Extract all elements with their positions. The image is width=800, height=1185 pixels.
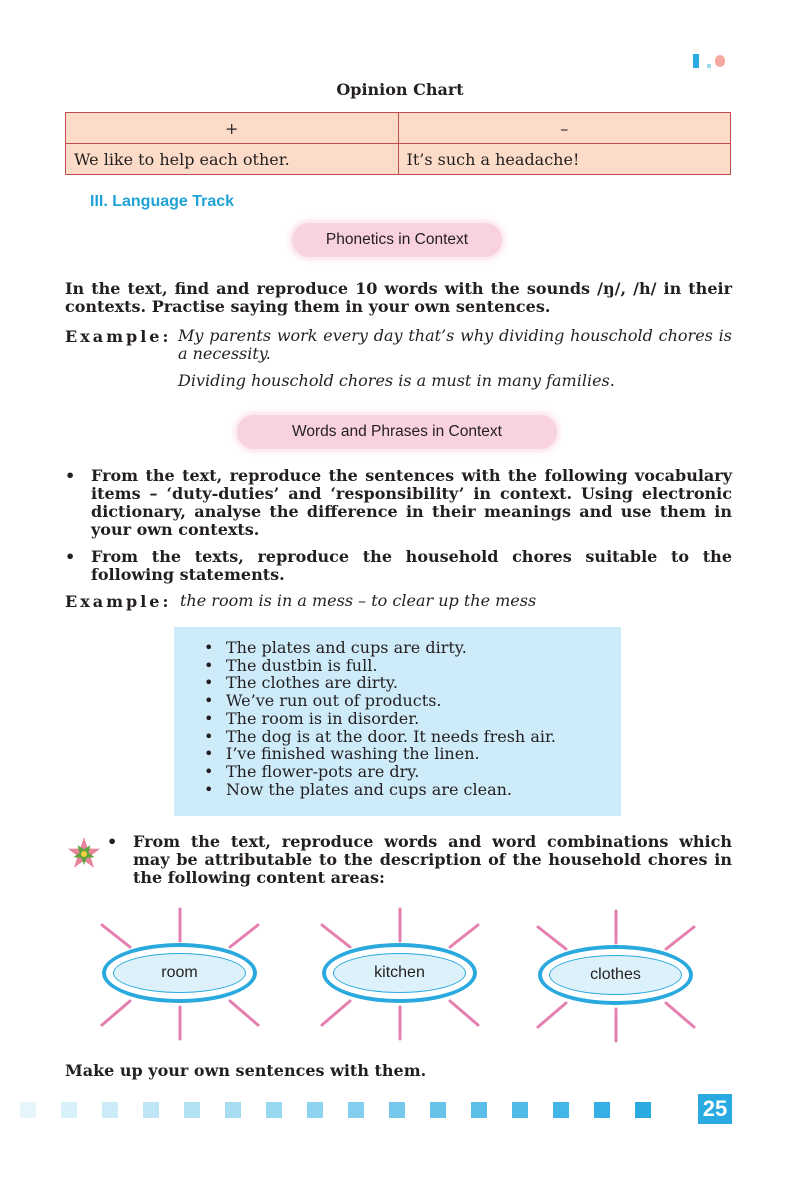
- area-ellipse: [102, 943, 257, 1003]
- decorative-square: [266, 1102, 282, 1118]
- example-text-2: the room is in a mess – to clear up the mess: [180, 591, 537, 610]
- section-heading: III. Language Track: [90, 193, 235, 210]
- decorative-square: [389, 1102, 405, 1118]
- decorative-square: [471, 1102, 487, 1118]
- decorative-square: [225, 1102, 241, 1118]
- star-flower-icon: [66, 836, 102, 872]
- plus-cell: We like to help each other.: [66, 144, 399, 175]
- example-label: Example:: [65, 327, 172, 346]
- area-ellipse: [538, 945, 693, 1005]
- cluster-clothes: [528, 905, 708, 1045]
- statement-item: • The dog is at the door. It needs fresh air.: [204, 728, 621, 746]
- statement-item: • The flower-pots are dry.: [204, 763, 621, 781]
- chores-task: From the texts, reproduce the household chores suitable to the following statements.: [91, 547, 732, 584]
- decorative-square: [61, 1102, 77, 1118]
- statement-item: • The dustbin is full.: [204, 657, 621, 675]
- statements-list: [174, 627, 621, 798]
- decorative-square: [307, 1102, 323, 1118]
- area-ellipse: [322, 943, 477, 1003]
- phonetics-task: In the text, find and reproduce 10 words with the sounds /ŋ/, /h/ in their contexts. Practise saying them in your own sentences.: [65, 279, 732, 316]
- final-instruction: Make up your own sentences with them.: [65, 1061, 427, 1080]
- page-number: 25: [698, 1094, 732, 1124]
- decorative-square: [635, 1102, 651, 1118]
- plus-header: +: [66, 113, 399, 144]
- minus-header: –: [398, 113, 731, 144]
- opinion-table: [65, 112, 731, 175]
- decorative-square: [512, 1102, 528, 1118]
- area-label-room: room: [161, 964, 198, 981]
- content-areas-bullet: • From the text, reproduce words and word combinations which may be attributable to the description of the household chores in the following content areas:: [107, 832, 732, 887]
- example-sentence-1: My parents work every day that’s why dividing houschold chores is a necessity.: [178, 326, 732, 363]
- opinion-chart-title: Opinion Chart: [336, 80, 464, 99]
- chores-bullet: • From the texts, reproduce the household chores suitable to the following statements.: [65, 547, 732, 584]
- cluster-room: [92, 903, 272, 1043]
- statement-item: • The plates and cups are dirty.: [204, 639, 621, 657]
- decorative-squares: [20, 1102, 690, 1118]
- decorative-square: [184, 1102, 200, 1118]
- statement-item: • We’ve run out of products.: [204, 692, 621, 710]
- statement-item: • The clothes are dirty.: [204, 674, 621, 692]
- statements-box: [174, 627, 621, 816]
- area-label-clothes: clothes: [590, 966, 641, 983]
- statement-item: • Now the plates and cups are clean.: [204, 781, 621, 799]
- vocabulary-task: From the text, reproduce the sentences with the following vocabulary items – ‘duty-duties’ and ‘responsibility’ in context. Using electronic dictionary, analyse the difference in their meanings and use them in your own contexts.: [91, 466, 732, 539]
- statement-item: • The room is in disorder.: [204, 710, 621, 728]
- statement-item: • I’ve finished washing the linen.: [204, 745, 621, 763]
- minus-cell: It’s such a headache!: [398, 144, 731, 175]
- area-label-kitchen: kitchen: [374, 964, 425, 981]
- example-label-2: Example:: [65, 592, 172, 611]
- decorative-square: [102, 1102, 118, 1118]
- decorative-square: [553, 1102, 569, 1118]
- example-sentence-2: Dividing houschold chores is a must in many families.: [178, 371, 615, 390]
- decorative-square: [430, 1102, 446, 1118]
- content-areas-task: From the text, reproduce words and word combinations which may be attributable to the description of the household chores in the following content areas:: [133, 832, 732, 887]
- words-pill: Words and Phrases in Context: [237, 415, 557, 449]
- decorative-square: [594, 1102, 610, 1118]
- chapter-marker: [693, 54, 733, 70]
- decorative-square: [348, 1102, 364, 1118]
- decorative-square: [20, 1102, 36, 1118]
- cluster-kitchen: [312, 903, 492, 1043]
- vocabulary-bullet: • From the text, reproduce the sentences with the following vocabulary items – ‘duty-duties’ and ‘responsibility’ in context. Using electronic dictionary, analyse the difference in their meanings and use them in your own contexts.: [65, 466, 732, 539]
- decorative-square: [143, 1102, 159, 1118]
- phonetics-pill: Phonetics in Context: [292, 223, 502, 257]
